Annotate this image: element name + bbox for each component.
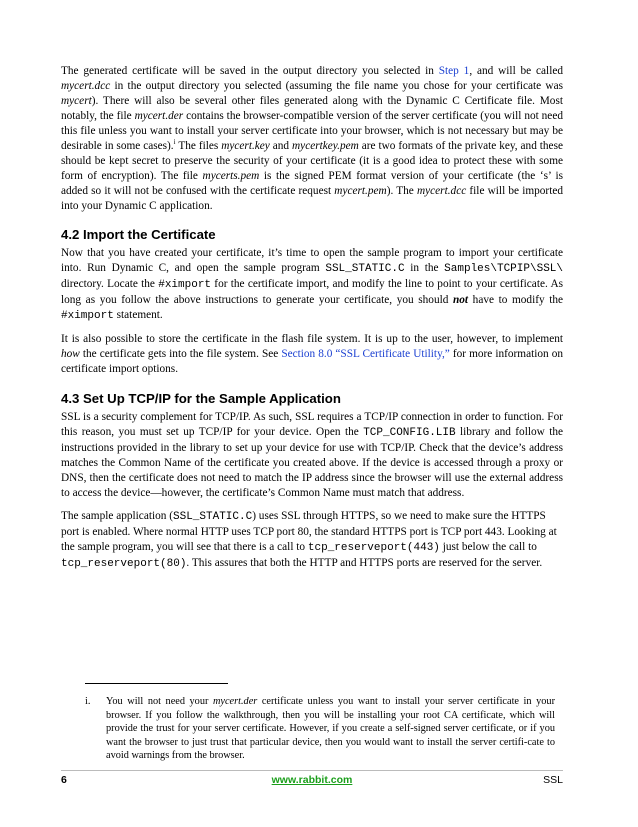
page-number: 6 bbox=[61, 774, 67, 786]
footnote-marker: i. bbox=[85, 696, 91, 707]
section-4-2-paragraph-2: It is also possible to store the certificate in the flash file system. It is up to the user, however, to implement how the certificate gets into the file system. See Section 8.0 “SSL Certificate Utility,” for more information on certificate import options. bbox=[61, 333, 564, 375]
section-4-2-paragraph-1: Now that you have created your certificate, it’s time to open the sample program to import your certificate into. Run Dynamic C, and open the sample program SSL_STATIC.C in the Samples\TCPIP\SSL\ directory. Locate the #ximport for the certificate import, and modify the line to point to your certificate. As long as you follow the above instructions to generate your certificate, you should not have to modify the #ximport statement. bbox=[61, 247, 564, 322]
section-8-link[interactable]: Section 8.0 “SSL Certificate Utility,” bbox=[281, 348, 450, 360]
step-1-link[interactable]: Step 1 bbox=[438, 65, 470, 77]
section-4-3-paragraph-2: The sample application (SSL_STATIC.C) uses SSL through HTTPS, so we need to make sure the HTTPS port is enabled. Where normal HTTP uses TCP port 80, the standard HTTPS port is TCP port 443. Looking at the sample program, you will see that there is a call to tcp_reserveport(443) just below the call to tcp_reserveport(80). This assures that both the HTTP and HTTPS ports are reserved for the server. bbox=[61, 510, 557, 570]
footer-title: SSL bbox=[543, 774, 563, 786]
footnote-reference: i bbox=[173, 138, 176, 147]
page-body bbox=[61, 64, 563, 580]
page-footer bbox=[61, 774, 563, 788]
footnote-text: You will not need your mycert.der certificate unless you want to install your server certificate in your browser. If you follow the walkthrough, then you will be installing your root CA certificate, which will provide the trust for your server certificate. However, if you create a self-signed server certificate, or if you want the browser to just trust that particular device, then you would want to install the server certifi-cate to avoid warnings from the browser. bbox=[106, 696, 555, 762]
footer-divider bbox=[61, 770, 563, 771]
intro-paragraph: The generated certificate will be saved in the output directory you selected in Step 1, and will be called mycert.dcc in the output directory you selected (assuming the file name you chose for your certificate was mycert). There will also be several other files generated along with the Dynamic C Certificate file. Most notably, the file mycert.der contains the browser-compatible version of the server certificate (you will not need this file unless you want to install your server certificate into your browser, which is not necessary but may be desirable in some cases).$^i$ The files mycert.key and mycertkey.pem are two formats of the private key, and these should be kept secret to preserve the security of your certificate (it is a good idea to protect these with some form of encryption). The file mycerts.pem is the signed PEM format version of your certificate (the ‘s’ is added so it will not be confused with the certificate request mycert.pem). The mycert.dcc file will be imported into your Dynamic C application. bbox=[61, 65, 563, 212]
footnote bbox=[85, 695, 555, 763]
section-4-3-paragraph-1: SSL is a security complement for TCP/IP. As such, SSL requires a TCP/IP connection in order to function. For this reason, you must set up TCP/IP for your device. Open the TCP_CONFIG.LIB library and follow the instructions provided in the library to set up your device for use with TCP/IP. Check that the device’s address matches the Common Name of the certificate you created above. If the device is accessed through a proxy or DNS, then the certificate does not need to match the IP address since the browser will use the external address to access the device—however, the certificate’s Common Name must match that address. bbox=[61, 411, 564, 499]
section-4-2-heading: 4.2 Import the Certificate bbox=[61, 227, 216, 242]
footnote-divider bbox=[85, 683, 228, 684]
section-4-3-heading: 4.3 Set Up TCP/IP for the Sample Application bbox=[61, 391, 341, 406]
footer-url-link[interactable]: www.rabbit.com bbox=[271, 774, 353, 786]
